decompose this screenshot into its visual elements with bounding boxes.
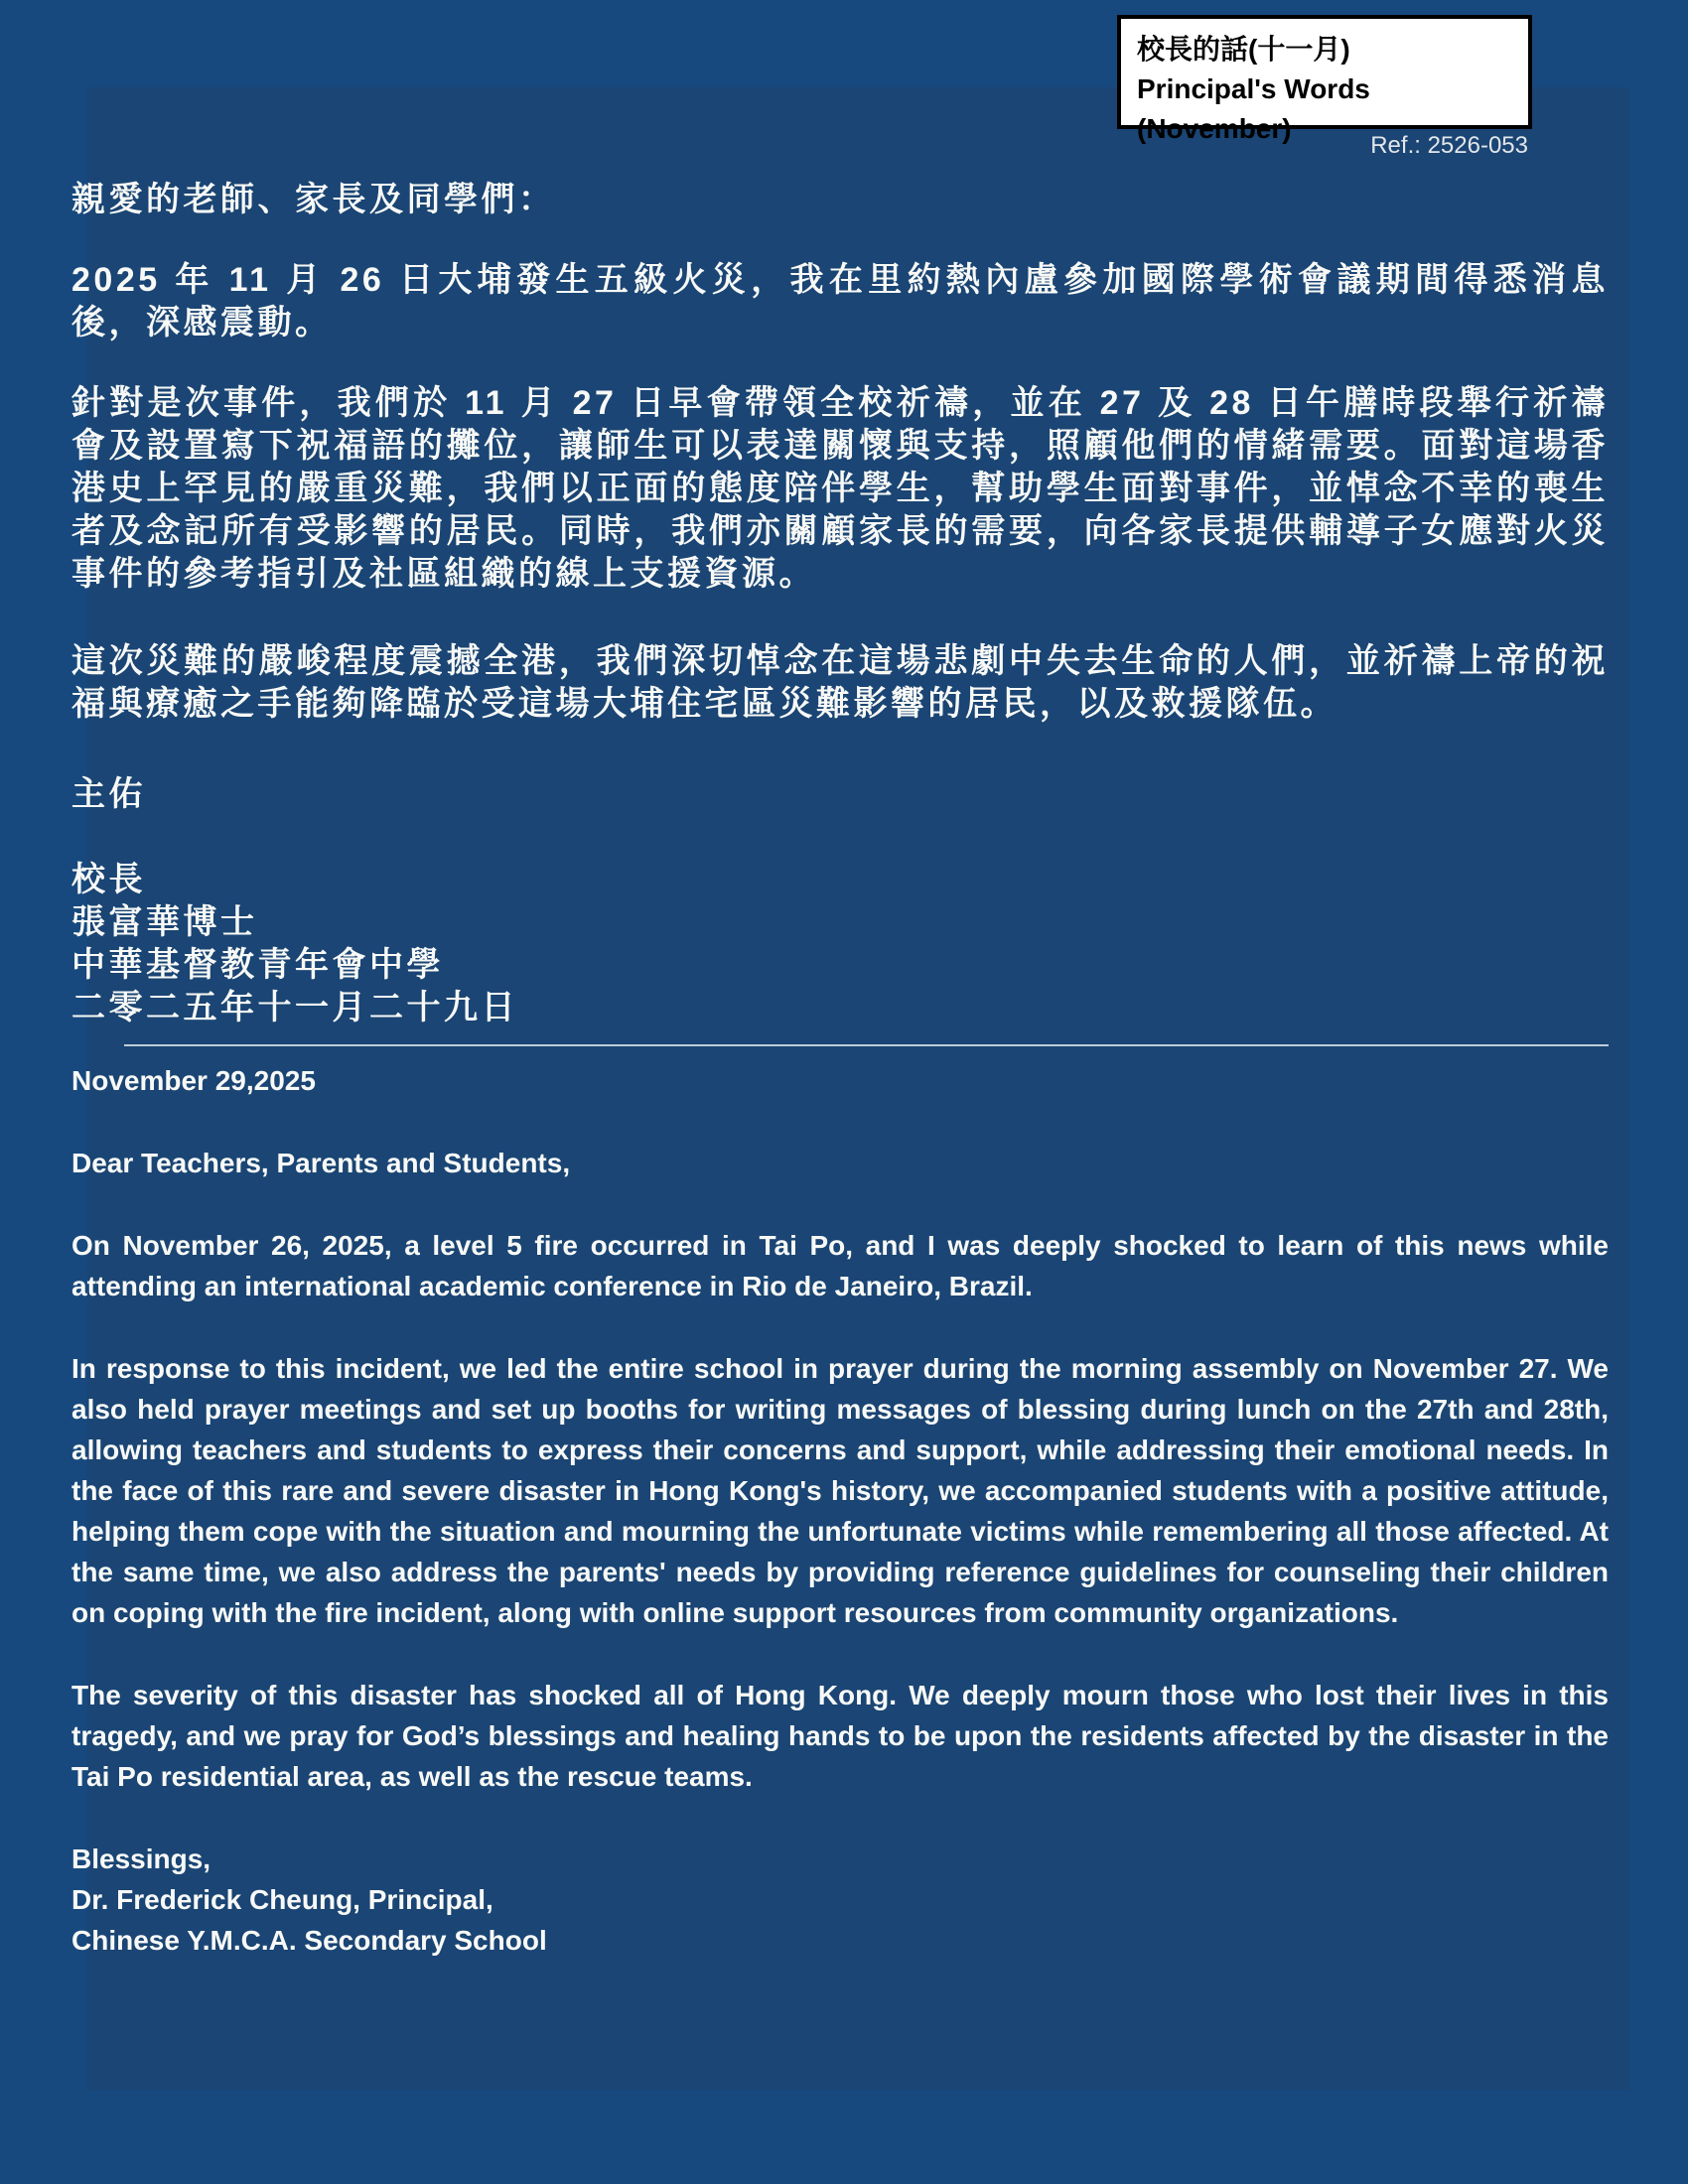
- english-paragraph: In response to this incident, we led the entire school in prayer during the morning assembly on November 27. We also held prayer meetings and set up booths for writing messages of blessing during lunch on the 27th and 28th, allowing teachers and students to express their concerns and support, while addressing their emotional needs. In the face of this rare and severe disaster in Hong Kong's history, we accompanied students with a positive attitude, helping them cope with the situation and mourning the unfortunate victims while remembering all those affected. At the same time, we also address the parents' needs by providing reference guidelines for counseling their children on coping with the fire incident, along with online support resources from community organizations.: [71, 1353, 1609, 1628]
- english-paragraph: On November 26, 2025, a level 5 fire occurred in Tai Po, and I was deeply shocked to learn of this news while attending an international academic conference in Rio de Janeiro, Brazil.: [71, 1230, 1609, 1301]
- page-title-english: Principal's Words (November): [1137, 73, 1370, 144]
- reference-number: Ref.: 2526-053: [1370, 132, 1528, 159]
- english-closing-line: Blessings,: [71, 1843, 211, 1874]
- chinese-signature-block: [71, 859, 1609, 1029]
- chinese-letter: [71, 179, 1609, 1029]
- english-date: November 29,2025: [71, 1065, 316, 1096]
- english-closing-line: Chinese Y.M.C.A. Secondary School: [71, 1925, 547, 1956]
- chinese-paragraph: 針對是次事件，我們於 11 月 27 日早會帶領全校祈禱，並在 27 及 28 日午膳時段舉行祈禱會及設置寫下祝福語的攤位，讓師生可以表達關懷與支持，照顧他們的情緒需要。面對這場香港史上罕見的嚴重災難，我們以正面的態度陪伴學生，幫助學生面對事件，並悼念不幸的喪生者及念記所有受影響的居民。同時，我們亦關顧家長的需要，向各家長提供輔導子女應對火災事件的參考指引及社區組織的線上支援資源。: [71, 384, 1609, 593]
- english-salutation: Dear Teachers, Parents and Students,: [71, 1148, 571, 1178]
- chinese-greeting: 親愛的老師、家長及同學們：: [71, 181, 556, 218]
- chinese-signature-line: 中華基督教青年會中學: [71, 946, 444, 984]
- page-title-chinese: 校長的話(十一月): [1137, 34, 1350, 65]
- english-letter: [71, 1060, 1609, 1961]
- letter-body: [71, 0, 1609, 1961]
- english-closing-line: Dr. Frederick Cheung, Principal,: [71, 1884, 493, 1915]
- chinese-blessing: 主佑: [71, 775, 146, 813]
- section-divider: [124, 1044, 1609, 1046]
- english-closing-block: [71, 1839, 1609, 1961]
- chinese-paragraph: 這次災難的嚴峻程度震撼全港，我們深切悼念在這場悲劇中失去生命的人們，並祈禱上帝的祝福與療癒之手能夠降臨於受這場大埔住宅區災難影響的居民，以及救援隊伍。: [71, 642, 1609, 723]
- chinese-paragraph: 2025 年 11 月 26 日大埔發生五級火災，我在里約熱內盧參加國際學術會議期間得悉消息後，深感震動。: [71, 261, 1609, 341]
- chinese-signature-line: 校長: [71, 861, 146, 898]
- chinese-signature-line: 張富華博士: [71, 903, 258, 941]
- chinese-signature-line: 二零二五年十一月二十九日: [71, 989, 518, 1026]
- english-paragraph: The severity of this disaster has shocked all of Hong Kong. We deeply mourn those who lost their lives in this tragedy, and we pray for God’s blessings and healing hands to be upon the residents affected by the disaster in the Tai Po residential area, as well as the rescue teams.: [71, 1680, 1609, 1792]
